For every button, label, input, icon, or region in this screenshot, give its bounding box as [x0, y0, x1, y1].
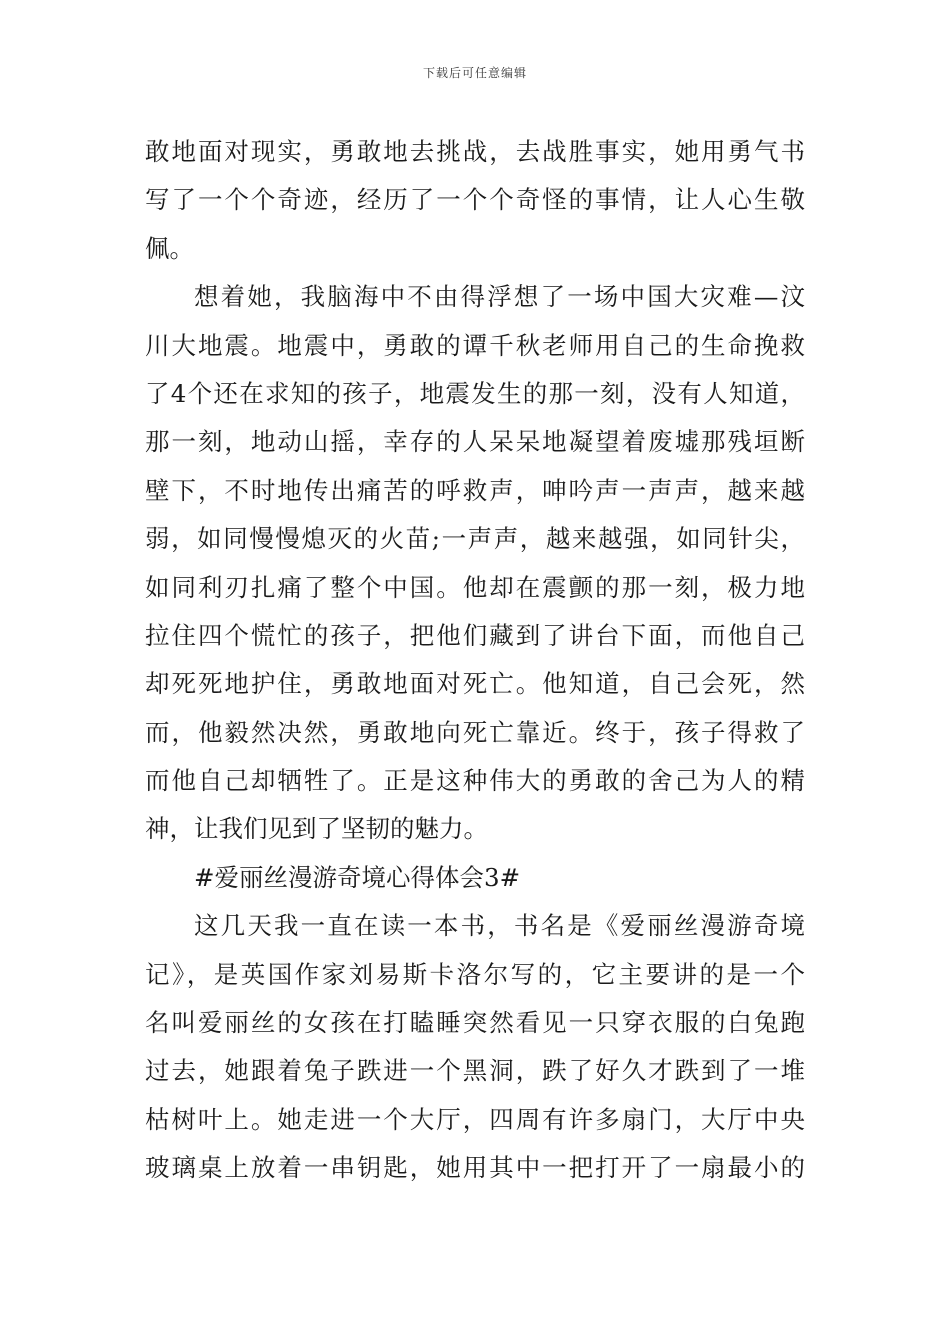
- text-line: 了4个还在求知的孩子，地震发生的那一刻，没有人知道，: [145, 378, 805, 408]
- text-line: 拉住四个慌忙的孩子，把他们藏到了讲台下面，而他自己: [145, 620, 805, 650]
- text-line: 弱，如同慢慢熄灭的火苗;一声声，越来越强，如同针尖，: [145, 524, 805, 554]
- text-line: 而，他毅然决然，勇敢地向死亡靠近。终于，孩子得救了: [145, 717, 805, 747]
- text-line: 玻璃桌上放着一串钥匙，她用其中一把打开了一扇最小的: [145, 1153, 805, 1183]
- text-line: 那一刻，地动山摇，幸存的人呆呆地凝望着废墟那残垣断: [145, 427, 805, 457]
- text-line: 佩。: [145, 233, 194, 263]
- text-line: 神，让我们见到了坚韧的魅力。: [145, 814, 488, 844]
- paragraph-start-line: 这几天我一直在读一本书，书名是《爱丽丝漫游奇境: [194, 911, 805, 941]
- text-line: 写了一个个奇迹，经历了一个个奇怪的事情，让人心生敬: [145, 185, 805, 215]
- document-body: [145, 128, 805, 1193]
- text-line: 而他自己却牺牲了。正是这种伟大的勇敢的舍己为人的精: [145, 766, 805, 796]
- text-line: 名叫爱丽丝的女孩在打瞌睡突然看见一只穿衣服的白兔跑: [145, 1008, 805, 1038]
- text-line: 川大地震。地震中，勇敢的谭千秋老师用自己的生命挽救: [145, 330, 805, 360]
- text-line: 敢地面对现实，勇敢地去挑战，去战胜事实，她用勇气书: [145, 137, 805, 166]
- text-line: 如同利刃扎痛了整个中国。他却在震颤的那一刻，极力地: [145, 572, 805, 602]
- text-line: 壁下，不时地传出痛苦的呼救声，呻吟声一声声，越来越: [145, 475, 805, 505]
- text-line: 却死死地护住，勇敢地面对死亡。他知道，自己会死，然: [145, 669, 805, 699]
- text-line: 记》，是英国作家刘易斯卡洛尔写的，它主要讲的是一个: [145, 959, 805, 989]
- text-line: 过去，她跟着兔子跌进一个黑洞，跌了好久才跌到了一堆: [145, 1056, 805, 1086]
- paragraph-start-line: 想着她，我脑海中不由得浮想了一场中国大灾难—汶: [194, 282, 805, 312]
- section-heading: #爱丽丝漫游奇境心得体会3#: [194, 862, 521, 892]
- page-header: 下载后可任意编辑: [422, 66, 527, 80]
- text-line: 枯树叶上。她走进一个大厅，四周有许多扇门，大厅中央: [145, 1104, 805, 1134]
